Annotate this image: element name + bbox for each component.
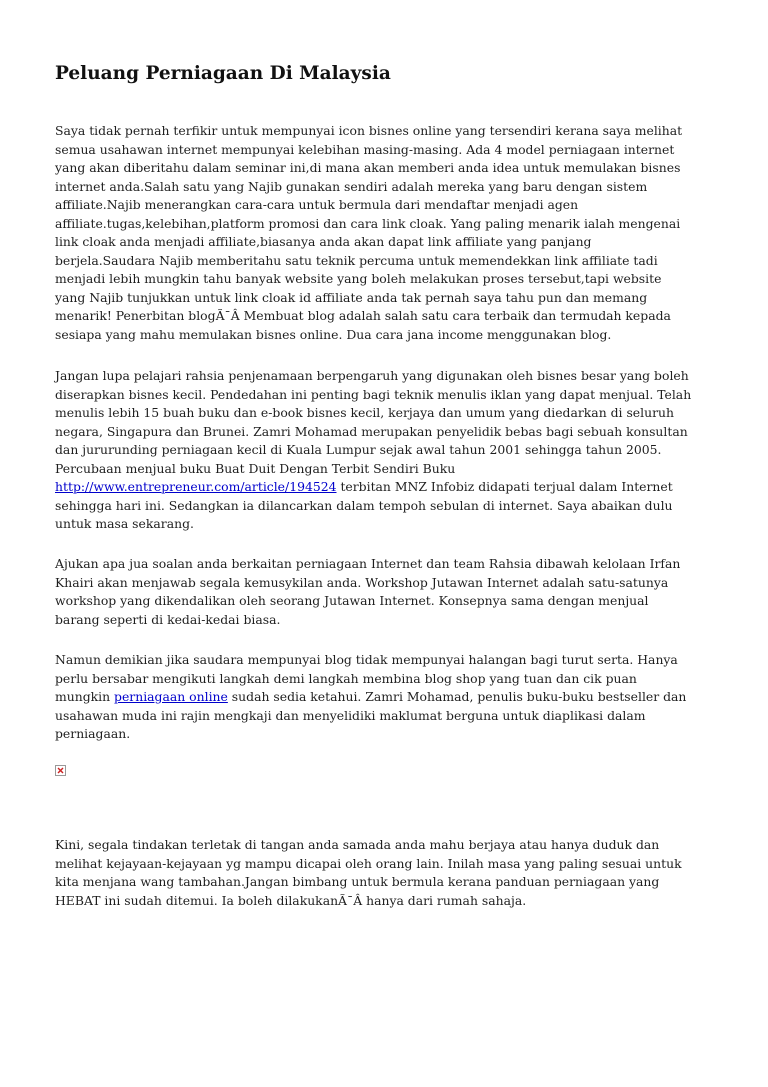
text-line-with-link: [55, 688, 715, 707]
text-line: HEBAT ini sudah ditemui. Ia boleh dilakukanÃ¯Â hanya dari rumah sahaja.: [55, 892, 527, 908]
text-line-with-link: [55, 478, 715, 497]
text-line: sehingga hari ini. Sedangkan ia dilancarkan dalam tempoh sebulan di internet. Saya abaikan dulu: [55, 497, 673, 513]
text-line: perniagaan.: [55, 726, 131, 741]
text-line: internet anda.Salah satu yang Najib gunakan sendiri adalah mereka yang baru dengan sistem: [55, 178, 648, 194]
text-line: menarik! Penerbitan blogÃ¯Â Membuat blog adalah salah satu cara terbaik dan termudah kepada: [55, 308, 671, 323]
text-line: yang akan diberitahu dalam seminar ini,di mana akan memberi anda idea untuk memulakan bisnes: [55, 160, 681, 175]
text-line: Kini, segala tindakan terletak di tangan anda samada anda mahu berjaya atau hanya duduk dan: [55, 837, 660, 852]
text-line: kita menjana wang tambahan.Jangan bimbang untuk bermula kerana panduan perniagaan yang: [55, 874, 660, 889]
text-line: menjadi lebih mungkin tahu banyak website yang boleh melakukan proses tersebut,tapi website: [55, 271, 662, 286]
text-line: sesiapa yang mahu memulakan bisnes online. Dua cara jana income menggunakan blog.: [55, 326, 612, 342]
text-line: affiliate.tugas,kelebihan,platform promosi dan cara link cloak. Yang paling menarik ialah mengenai: [55, 215, 681, 231]
paragraph-1: [55, 122, 715, 344]
text-line: Jangan lupa pelajari rahsia penjenamaan berpengaruh yang digunakan oleh bisnes besar yang boleh: [55, 368, 689, 383]
text-line: melihat kejayaan-kejayaan yg mampu dicapai oleh orang lain. Inilah masa yang paling sesuai untuk: [55, 855, 682, 871]
paragraph-2: [55, 367, 715, 534]
text-line: perlu bersabar mengikuti langkah demi langkah membina blog shop yang tuan dan cik puan: [55, 670, 637, 686]
text-before-link: mungkin: [55, 689, 115, 704]
text-after-link: sudah sedia ketahui. Zamri Mohamad, penulis buku-buku bestseller dan: [227, 689, 687, 704]
text-line: untuk masa sekarang.: [55, 516, 194, 531]
text-line: affiliate.Najib menerangkan cara-cara untuk bermula dari mendaftar menjadi agen: [55, 197, 579, 212]
text-line: workshop yang dikendalikan oleh seorang Jutawan Internet. Konsepnya sama dengan menjual: [55, 593, 649, 608]
text-line: semua usahawan internet mempunyai kelebihan masing-masing. Ada 4 model perniagaan internet: [55, 141, 675, 157]
text-line: negara, Singapura dan Brunei. Zamri Mohamad merupakan penyelidik bebas bagi sebuah konsultan: [55, 423, 688, 439]
text-line: Saya tidak pernah terfikir untuk mempunyai icon bisnes online yang tersendiri kerana saya melihat: [55, 123, 683, 138]
paragraph-5: [55, 836, 715, 910]
text-line: menulis lebih 15 buah buku dan e-book bisnes kecil, kerjaya dan umum yang diedarkan di seluruh: [55, 405, 674, 420]
text-line: Ajukan apa jua soalan anda berkaitan perniagaan Internet dan team Rahsia dibawah kelolaan Irfan: [55, 556, 681, 571]
text-line: dan jururunding perniagaan kecil di Kuala Lumpur sejak awal tahun 2001 sehingga tahun 2005.: [55, 442, 662, 457]
broken-image-icon: [55, 765, 66, 776]
text-line: usahawan muda ini rajin mengkaji dan menyelidiki maklumat berguna untuk diaplikasi dalam: [55, 707, 646, 723]
text-line: link cloak anda menjadi affiliate,biasanya anda akan dapat link affiliate yang panjang: [55, 234, 592, 249]
text-line: Khairi akan menjawab segala kemusykilan anda. Workshop Jutawan Internet adalah satu-satunya: [55, 574, 669, 590]
text-line: Namun demikian jika saudara mempunyai blog tidak mempunyai halangan bagi turut serta. Hanya: [55, 652, 678, 667]
text-after-link: terbitan MNZ Infobiz didapati terjual dalam Internet: [336, 479, 673, 494]
text-line: Percubaan menjual buku Buat Duit Dengan Terbit Sendiri Buku: [55, 460, 456, 476]
text-line: berjela.Saudara Najib memberitahu satu teknik percuma untuk memendekkan link affiliate tadi: [55, 252, 658, 268]
perniagaan-online-link[interactable]: perniagaan online: [114, 689, 228, 704]
text-line: barang seperti di kedai-kedai biasa.: [55, 611, 281, 627]
page-title: Peluang Perniagaan Di Malaysia: [55, 63, 391, 84]
paragraph-3: [55, 555, 715, 629]
paragraph-4: [55, 651, 715, 744]
text-line: yang Najib tunjukkan untuk link cloak id affiliate anda tak pernah saya tahu pun dan memang: [55, 289, 648, 305]
article-link[interactable]: http://www.entrepreneur.com/article/194524: [55, 479, 337, 494]
text-line: diserapkan bisnes kecil. Pendedahan ini penting bagi teknik menulis iklan yang dapat menjual. Telah: [55, 386, 692, 402]
